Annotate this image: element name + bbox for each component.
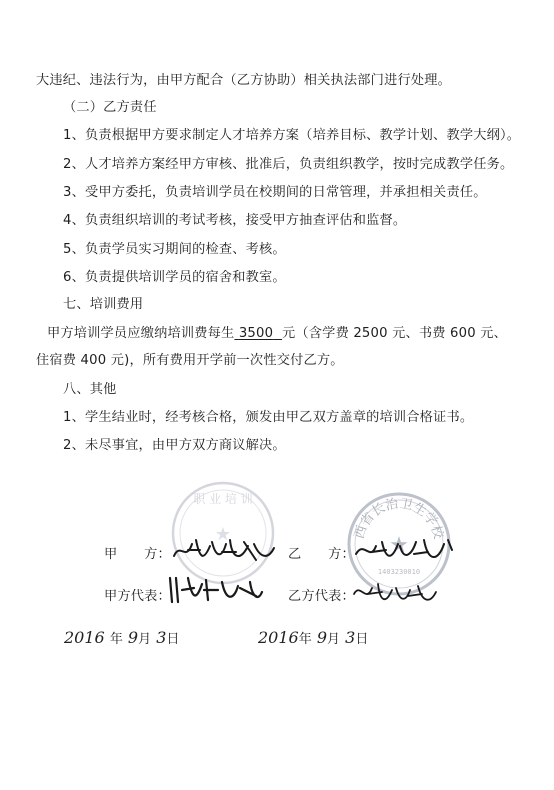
svg-text:★: ★ — [214, 524, 232, 545]
svg-text:职 业 培 训: 职 业 培 训 — [193, 492, 253, 506]
fee-suffix: 元（含学费 2500 元、书费 600 元、 — [282, 326, 507, 341]
fee-prefix: 甲方培训学员应缴纳培训费每生 — [47, 326, 235, 341]
party-b-rep-label: 乙方代表： — [288, 589, 355, 604]
party-a-rep-signature — [166, 572, 266, 608]
continued-text: 大违纪、违法行为，由甲方配合（乙方协助）相关执法部门进行处理。 — [36, 73, 452, 88]
clause-2: 2、人才培养方案经甲方审核、批准后，负责组织教学，按时完成教学任务。 — [63, 157, 514, 172]
party-a-date: 2016 年 9月 3日 — [64, 628, 180, 647]
section-heading-fee: 七、培训费用 — [63, 297, 144, 312]
section-heading-other: 八、其他 — [63, 382, 117, 397]
party-b-date: 2016年 9月 3日 — [258, 628, 369, 647]
svg-text:西省长治卫生学校: 西省长治卫生学校 — [352, 496, 446, 541]
clause-4: 4、负责组织培训的考试考核，接受甲方抽查评估和监督。 — [63, 213, 407, 228]
fee-paragraph — [47, 325, 507, 343]
other-clause-1: 1、学生结业时，经考核合格，颁发由甲乙双方盖章的培训合格证书。 — [63, 410, 474, 425]
fee-amount: 3500 — [238, 326, 274, 341]
clause-6: 6、负责提供培训学员的宿舍和教室。 — [63, 270, 286, 285]
party-a-signature — [170, 532, 280, 572]
party-a-label: 甲 方： — [104, 547, 171, 562]
clause-1: 1、负责根据甲方要求制定人才培养方案（培养目标、教学计划、教学大纲）。 — [63, 128, 521, 143]
party-b-label: 乙 方： — [288, 547, 355, 562]
party-b-signature — [352, 532, 462, 572]
svg-text:1403230010: 1403230010 — [377, 568, 421, 576]
clause-3: 3、受甲方委托，负责培训学员在校期间的日常管理，并承担相关责任。 — [63, 185, 487, 200]
party-a-rep-label: 甲方代表： — [104, 589, 171, 604]
section-heading-party-b: （二）乙方责任 — [63, 100, 157, 115]
other-clause-2: 2、未尽事宜，由甲方双方商议解决。 — [63, 438, 286, 453]
party-b-rep-signature — [350, 578, 440, 608]
clause-5: 5、负责学员实习期间的检查、考核。 — [63, 242, 286, 257]
svg-text:★: ★ — [389, 533, 409, 558]
fee-paragraph-line2: 住宿费 400 元)，所有费用开学前一次性交付乙方。 — [36, 353, 344, 368]
